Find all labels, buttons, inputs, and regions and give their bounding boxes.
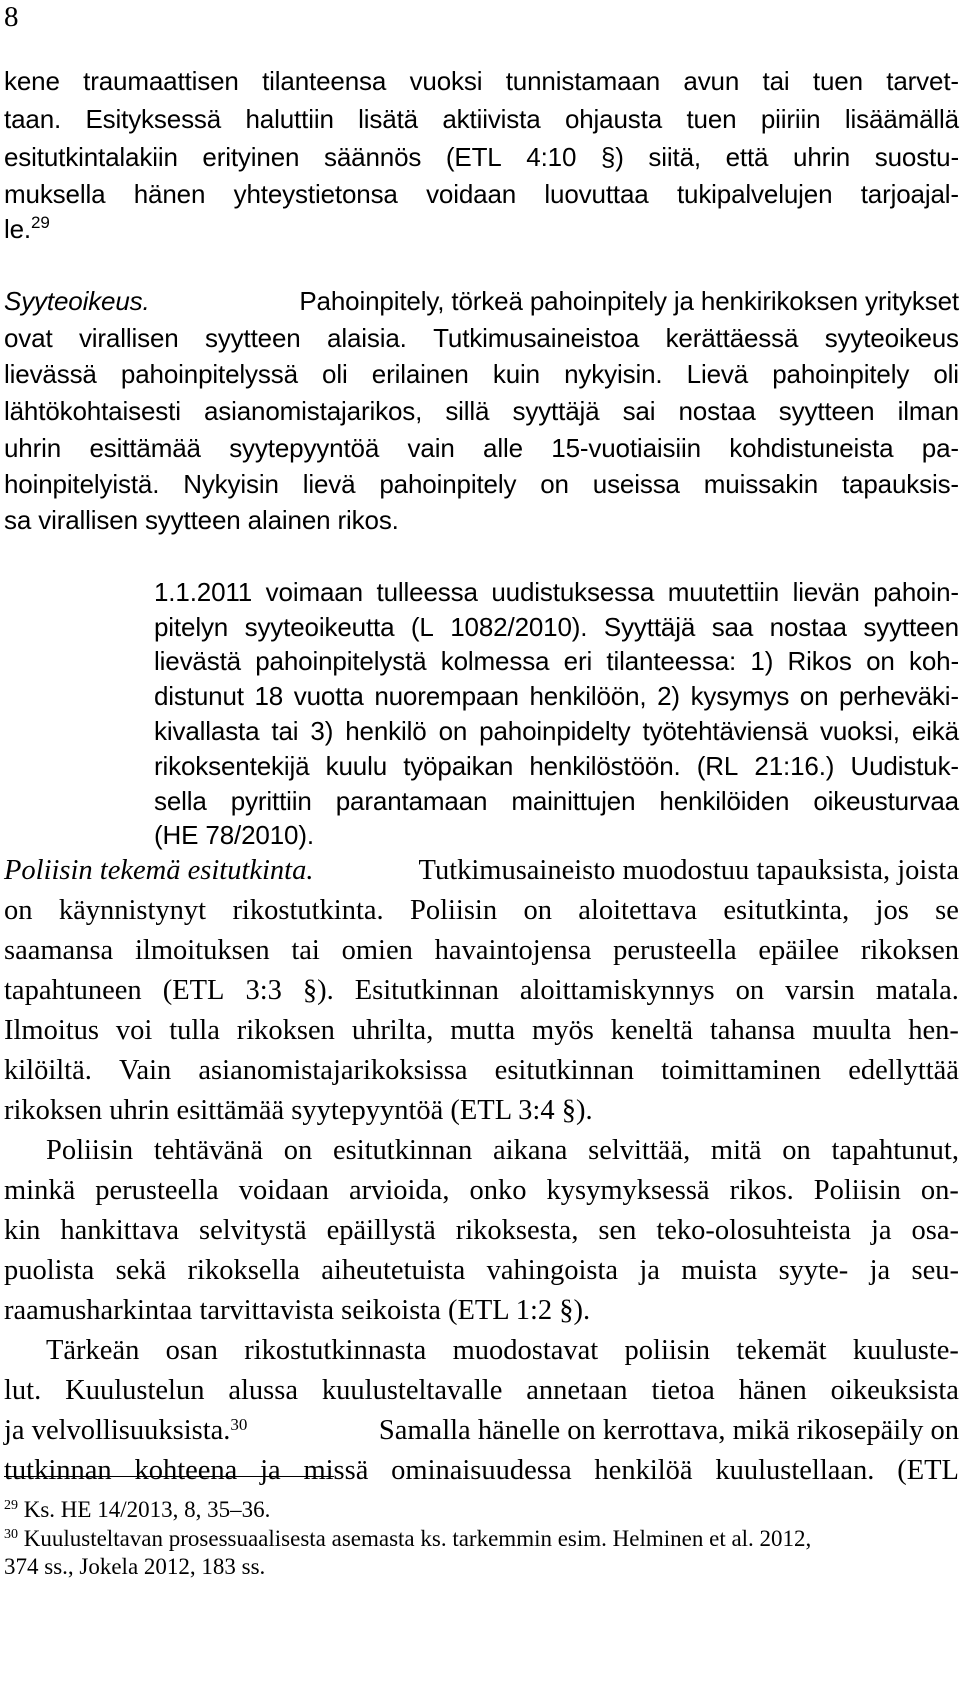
footnote-number: 30	[4, 1527, 18, 1542]
text-line: le. $^{29}$	[4, 212, 959, 246]
text-line: 1.1.2011 voimaan tulleessa uudistuksessa muutettiin lievän pahoin-	[154, 577, 959, 607]
text-line: kene traumaattisen tilanteensa vuoksi tunnistamaan avun tai tuen tarvet-	[4, 66, 959, 96]
text-line: Tärkeän osan rikostutkinnasta muodostavat poliisin tekemät kuuluste-	[46, 1335, 959, 1366]
text-line: ovat virallisen syytteen alaisia. Tutkimusaineistoa kerättäessä syyteoikeus	[4, 323, 959, 353]
text-line: uhrin esittämää syytepyyntöä vain alle 15-vuotiaisiin kohdistuneista pa-	[4, 433, 959, 463]
footnote-30	[4, 1525, 959, 1553]
text-line: Ilmoitus voi tulla rikoksen uhrilta, mutta myös keneltä tahansa muulta hen-	[4, 1015, 959, 1046]
text-line: Poliisin tehtävänä on esitutkinnan aikana selvittää, mitä on tapahtunut,	[46, 1135, 959, 1166]
text-line: saamansa ilmoituksen tai omien havaintojensa perusteella epäilee rikoksen	[4, 935, 959, 966]
text-line: sella pyrittiin parantamaan mainittujen henkilöiden oikeusturvaa	[154, 786, 959, 816]
text-line: kivallasta tai 3) henkilö on pahoinpidelty työtehtäviensä vuoksi, eikä	[154, 716, 959, 746]
footnote-text: 374 ss., Jokela 2012, 183 ss.	[4, 1554, 266, 1579]
page-number: 8	[4, 1, 19, 33]
text-line: distunut 18 vuotta nuorempaan henkilöön, 2) kysymys on perheväki-	[154, 681, 959, 711]
text-line: Syyteoikeus. Pahoinpitely, törkeä pahoinpitely ja henkirikoksen yritykset	[4, 286, 959, 316]
text-line: minkä perusteella voidaan arvioida, onko kysymyksessä rikos. Poliisin on-	[4, 1175, 959, 1206]
footnote-30-continuation	[4, 1553, 959, 1581]
text-line: rikoksen uhrin esittämää syytepyyntöä (ETL 3:4 §).	[4, 1095, 593, 1126]
text-line: Poliisin tekemä esitutkinta. Tutkimusaineisto muodostuu tapauksista, joista	[4, 855, 959, 886]
footnote-29	[4, 1496, 959, 1524]
text-line: (HE 78/2010).	[154, 820, 314, 850]
text-line: pitelyn syyteoikeutta (L 1082/2010). Syyttäjä saa nostaa syytteen	[154, 612, 959, 642]
text-line: on käynnistynyt rikostutkinta. Poliisin on aloitettava esitutkinta, jos se	[4, 895, 959, 926]
text-line: sa virallisen syytteen alainen rikos.	[4, 505, 399, 535]
text-line: kin hankittava selvitystä epäillystä rikoksesta, sen teko-olosuhteista ja osa-	[4, 1215, 959, 1246]
text-line: esitutkintalakiin erityinen säännös (ETL 4:10 §) siitä, että uhrin suostu-	[4, 142, 959, 172]
footnote-text: Ks. HE 14/2013, 8, 35–36.	[23, 1497, 271, 1522]
text-line: tapahtuneen (ETL 3:3 §). Esitutkinnan aloittamiskynnys on varsin matala.	[4, 975, 959, 1006]
text-line: lievässä pahoinpitelyssä oli erilainen kuin nykyisin. Lievä pahoinpitely oli	[4, 359, 959, 389]
section-heading-poliisin-esitutkinta: Poliisin tekemä esitutkinta.	[4, 855, 314, 886]
section-heading-syyteoikeus: Syyteoikeus.	[4, 286, 150, 316]
text-line: hoinpitelyistä. Nykyisin lievä pahoinpitely on useissa muissakin tapauksis-	[4, 469, 959, 499]
text-line: taan. Esityksessä haluttiin lisätä aktiivista ohjausta tuen piiriin lisäämällä	[4, 104, 959, 134]
text-line: lievästä pahoinpitelystä kolmessa eri tilanteessa: 1) Rikos on koh-	[154, 646, 959, 676]
text-line: muksella hänen yhteystietonsa voidaan luovuttaa tukipalvelujen tarjoajal-	[4, 179, 959, 209]
text-line: kilöiltä. Vain asianomistajarikoksissa esitutkinnan toimittaminen edellyttää	[4, 1055, 959, 1086]
text-line: raamusharkintaa tarvittavista seikoista (ETL 1:2 §).	[4, 1295, 591, 1326]
footnote-ref-30: 30	[230, 1415, 248, 1434]
footnote-number: 29	[4, 1498, 18, 1513]
footnote-ref-29: 29	[31, 213, 50, 232]
text-line: rikoksentekijä kuulu työpaikan henkilöstöön. (RL 21:16.) Uudistuk-	[154, 751, 959, 781]
footnote-text: Kuulusteltavan prosessuaalisesta asemasta ks. tarkemmin esim. Helminen et al. 2012,	[23, 1526, 812, 1551]
text-line: tutkinnan kohteena ja missä ominaisuudessa henkilöä kuulustellaan. (ETL	[4, 1455, 959, 1486]
text-line: puolista sekä rikoksella aiheutetuista vahingoista ja muista syyte- ja seu-	[4, 1255, 959, 1286]
text-line: lähtökohtaisesti asianomistajarikos, sillä syyttäjä sai nostaa syytteen ilman	[4, 396, 959, 426]
text-line: lut. Kuulustelun alussa kuulusteltavalle annetaan tietoa hänen oikeuksista	[4, 1375, 959, 1406]
text-line: ja velvollisuuksista.$^{30}$ Samalla hänelle on kerrottava, mikä rikosepäily on	[4, 1415, 959, 1446]
footnote-divider	[4, 1476, 334, 1477]
